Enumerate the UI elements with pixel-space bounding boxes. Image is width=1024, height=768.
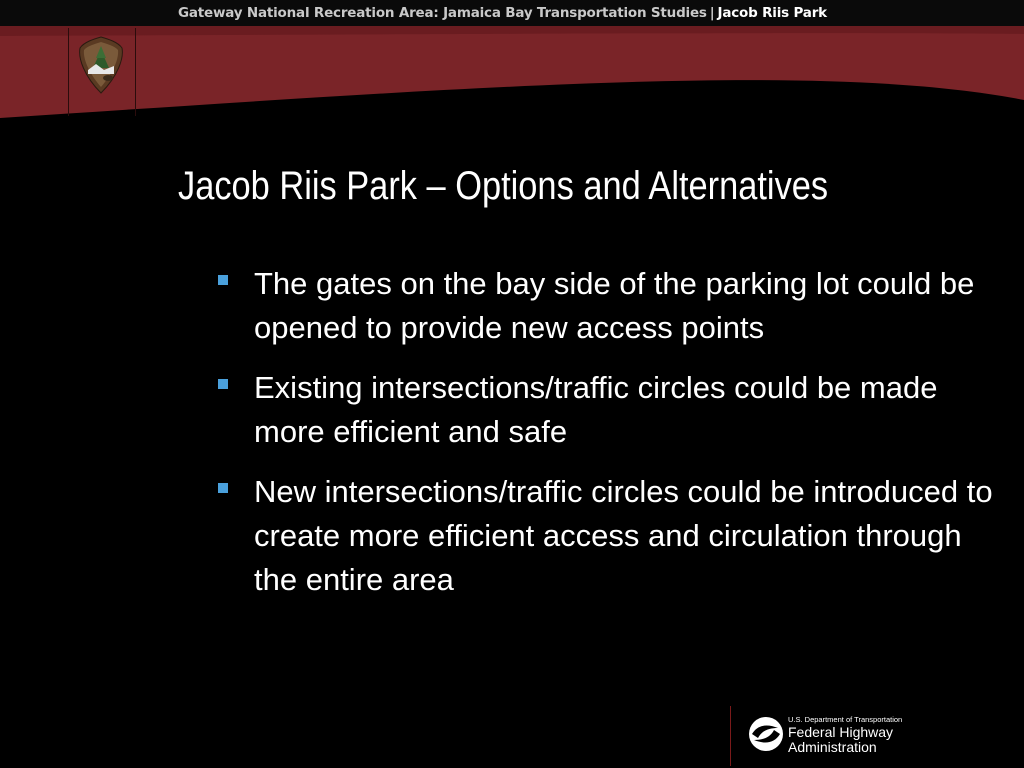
list-item (216, 470, 996, 602)
nps-arrowhead-icon (78, 36, 124, 94)
bullet-text: Existing intersections/traffic circles could be made more efficient and safe (254, 370, 938, 449)
footer-divider (730, 706, 731, 766)
bullet-square-icon (218, 275, 228, 285)
fhwa-logo-icon (748, 716, 784, 752)
list-item (216, 262, 996, 350)
list-item (216, 366, 996, 454)
bullet-square-icon (218, 483, 228, 493)
bullet-text: New intersections/traffic circles could be introduced to create more efficient access and circulation through the entire area (254, 474, 993, 597)
fhwa-name-line1: Federal Highway (788, 724, 894, 740)
header-current-section: Jacob Riis Park (717, 5, 827, 21)
header-band (0, 26, 1024, 122)
fhwa-name-line2: Administration (788, 739, 877, 755)
bullet-list (216, 262, 996, 618)
dot-department-label: U.S. Department of Transportation (788, 715, 903, 724)
bullet-square-icon (218, 379, 228, 389)
header-study-name: Gateway National Recreation Area: Jamaica Bay Transportation Studies (178, 5, 707, 21)
header-separator: | (709, 5, 715, 21)
bullet-text: The gates on the bay side of the parking lot could be opened to provide new access points (254, 266, 975, 345)
header-title (178, 5, 827, 25)
slide-title: Jacob Riis Park – Options and Alternatives (178, 164, 829, 208)
